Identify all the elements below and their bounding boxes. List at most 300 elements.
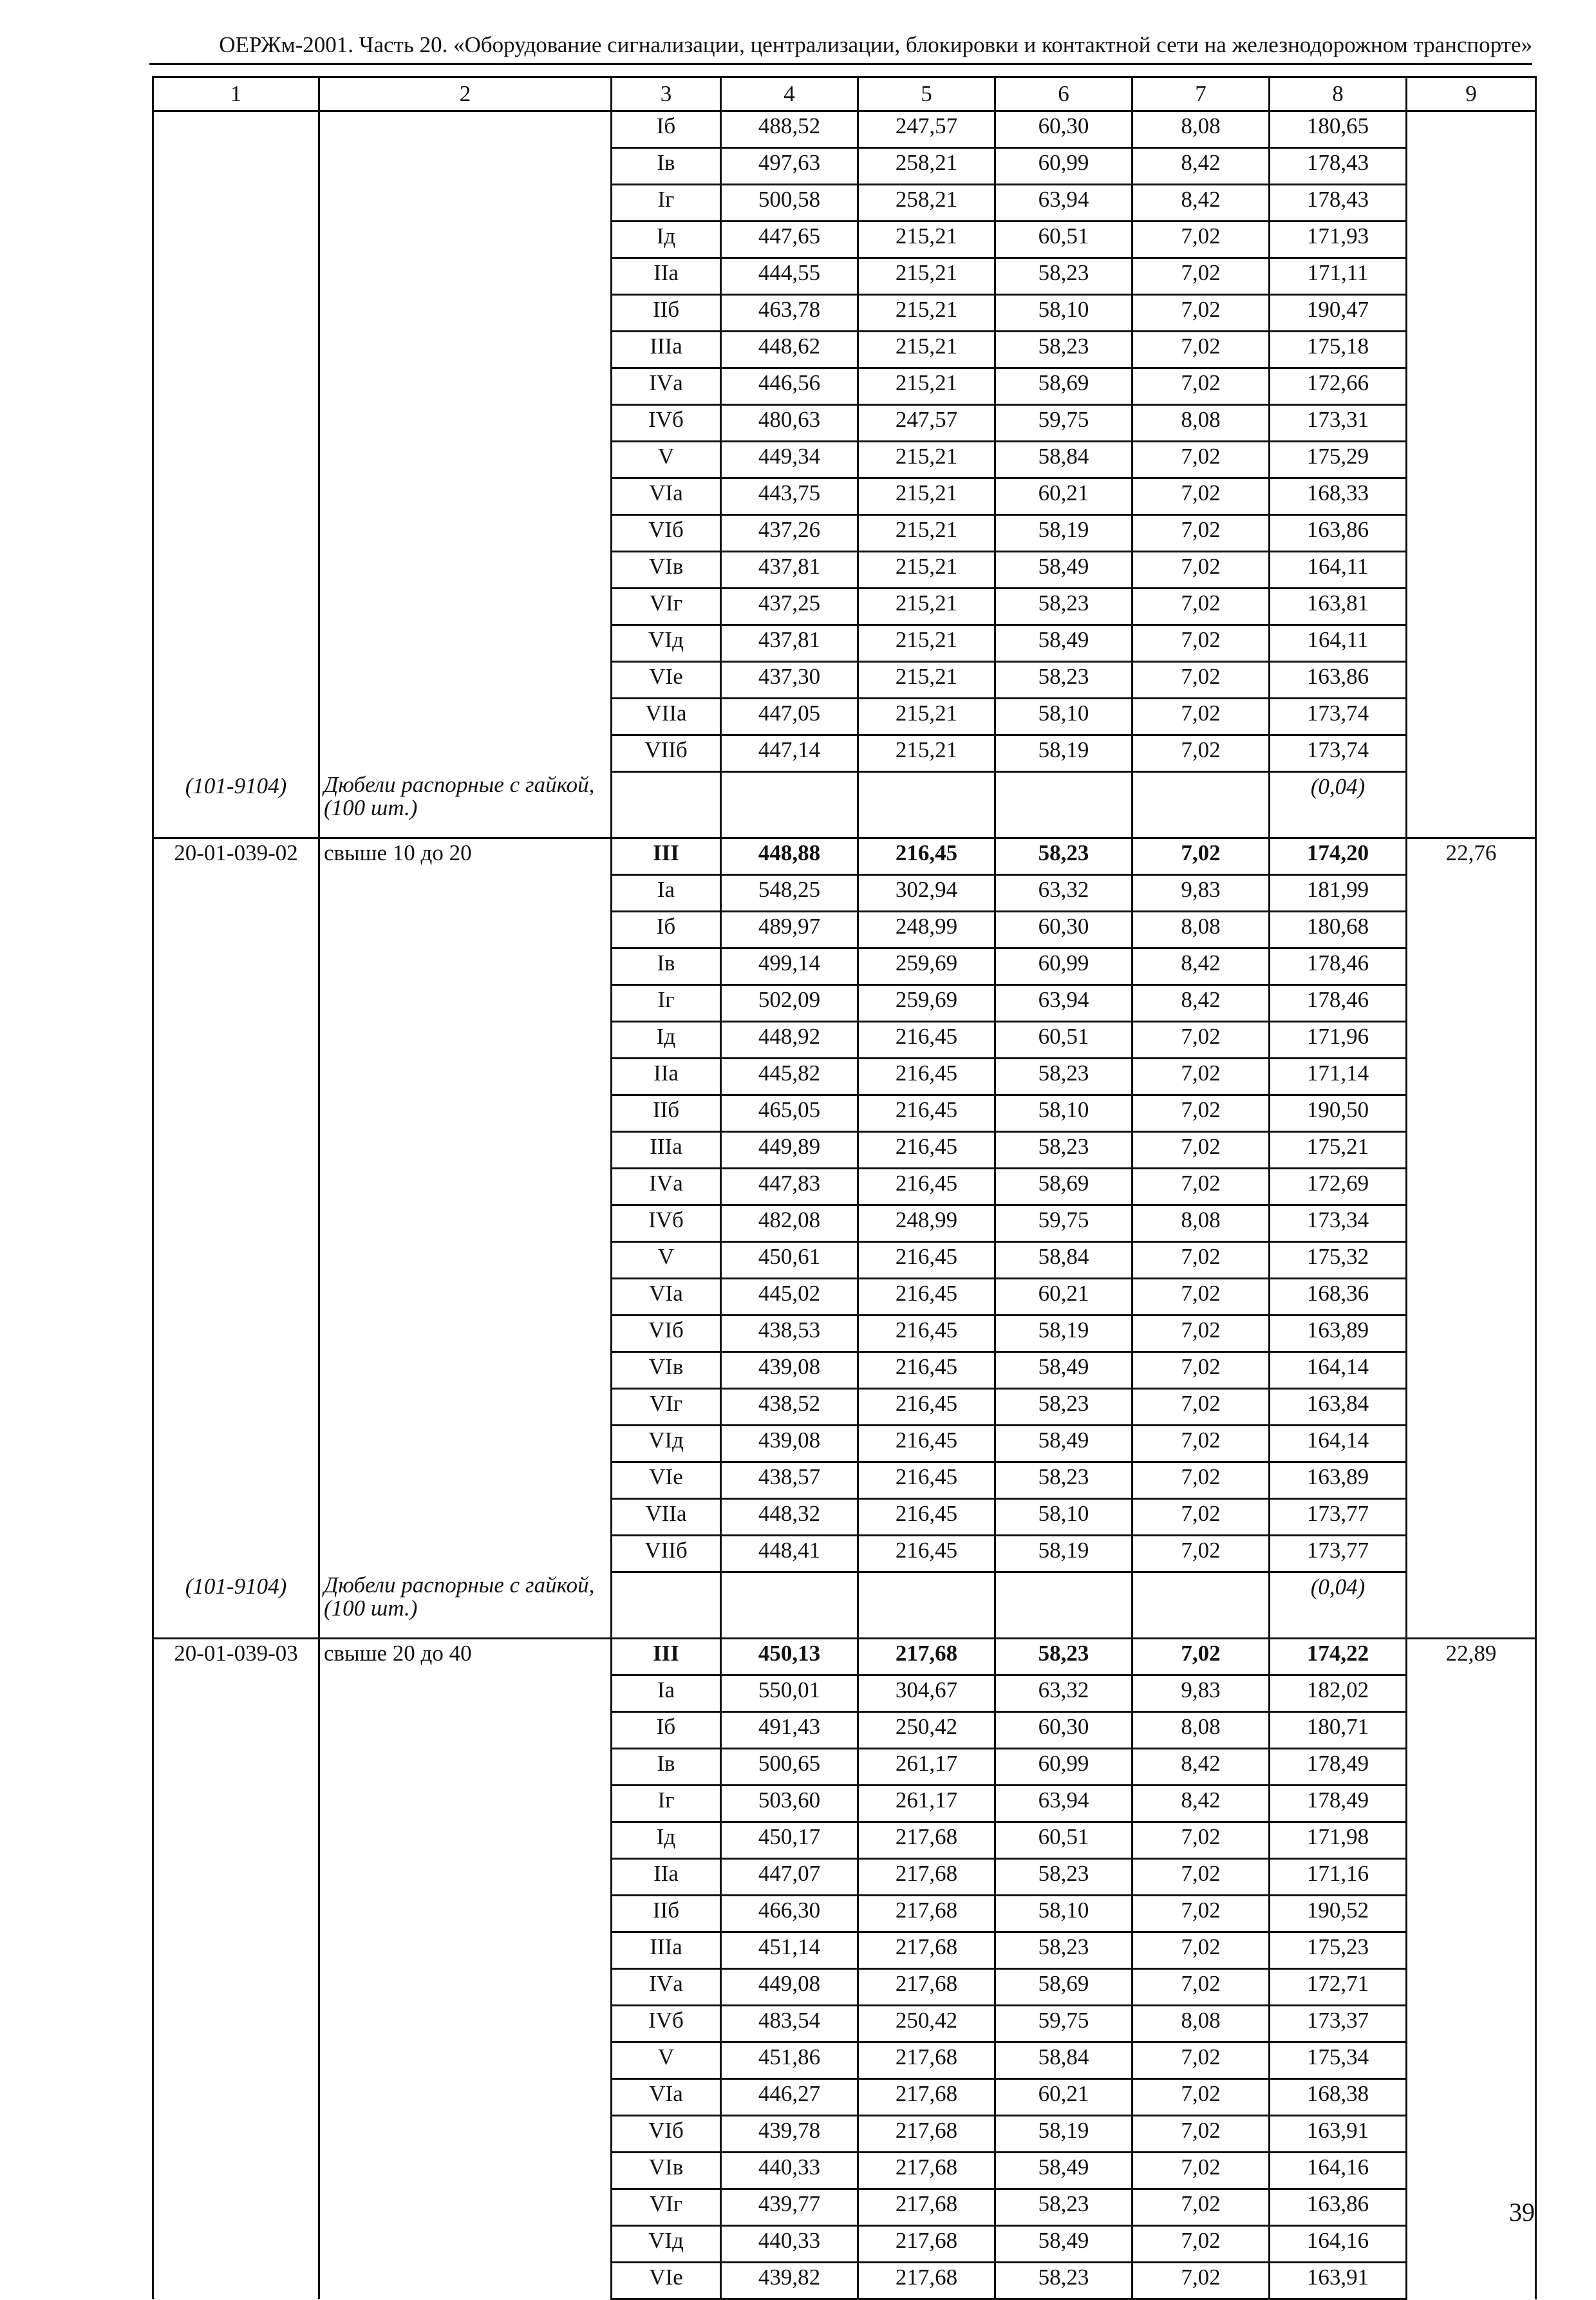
value-cell-c6: 58,19 [995,2116,1132,2153]
value-cell-c6: 58,49 [995,2153,1132,2189]
zone-cell: IIа [612,1059,721,1095]
rate-code-cell: 20-01-039-02 [153,838,319,1572]
rate-name-cell: свыше 10 до 20 [319,838,612,1572]
zone-cell: IIб [612,1095,721,1132]
value-cell-c4: 445,82 [721,1059,858,1095]
value-cell-c6: 58,23 [995,662,1132,699]
value-cell-c7: 8,08 [1132,2006,1270,2042]
value-cell-c5: 217,68 [858,1896,995,1932]
value-cell-c8: 163,91 [1270,2116,1407,2153]
zone-cell: IIа [612,1859,721,1896]
zone-cell: III [612,1639,721,1675]
value-cell-c5: 216,45 [858,1315,995,1352]
value-cell-c5: 261,17 [858,1749,995,1786]
col9-cell: 22,89 [1407,1639,1536,2299]
value-cell-c4: 437,30 [721,662,858,699]
value-cell-c5: 304,67 [858,1675,995,1712]
material-qty-cell: (0,04) [1270,772,1407,838]
value-cell-c4: 443,75 [721,478,858,515]
zone-cell: Iг [612,185,721,222]
value-cell-c4: 463,78 [721,295,858,332]
value-cell-c7: 7,02 [1132,1059,1270,1095]
value-cell-c8: 173,77 [1270,1499,1407,1536]
value-cell-c6: 63,32 [995,1675,1132,1712]
zone-cell: Iб [612,1712,721,1749]
value-cell-c8: 168,33 [1270,478,1407,515]
value-cell-c4: 550,01 [721,1675,858,1712]
value-cell-c6: 58,10 [995,1896,1132,1932]
value-cell-c4: 466,30 [721,1896,858,1932]
zone-cell: Iг [612,1786,721,1822]
value-cell-c7: 7,02 [1132,222,1270,258]
material-empty-cell [721,1572,858,1639]
value-cell-c8: 173,74 [1270,699,1407,735]
value-cell-c4: 438,53 [721,1315,858,1352]
value-cell-c5: 261,17 [858,1786,995,1822]
material-name-cell: Дюбели распорные с гайкой, (100 шт.) [319,772,612,838]
value-cell-c7: 7,02 [1132,1859,1270,1896]
zone-cell: V [612,2042,721,2079]
value-cell-c7: 7,02 [1132,515,1270,552]
value-cell-c4: 447,07 [721,1859,858,1896]
value-cell-c7: 7,02 [1132,2263,1270,2299]
value-cell-c7: 7,02 [1132,1639,1270,1675]
value-cell-c7: 7,02 [1132,1315,1270,1352]
zone-cell: IVа [612,1169,721,1205]
zone-cell: Iа [612,875,721,912]
zone-cell: IIб [612,295,721,332]
value-cell-c6: 58,23 [995,1059,1132,1095]
value-cell-c6: 58,19 [995,515,1132,552]
column-number-cell: 5 [858,77,995,111]
value-cell-c5: 217,68 [858,1639,995,1675]
value-cell-c4: 482,08 [721,1205,858,1242]
column-number-cell: 7 [1132,77,1270,111]
value-cell-c5: 215,21 [858,625,995,662]
value-cell-c4: 451,14 [721,1932,858,1969]
rate-code-cell: 20-01-039-03 [153,1639,319,2299]
value-cell-c8: 171,96 [1270,1022,1407,1059]
value-cell-c7: 7,02 [1132,735,1270,772]
value-cell-c5: 217,68 [858,2079,995,2116]
value-cell-c5: 215,21 [858,515,995,552]
value-cell-c5: 216,45 [858,1169,995,1205]
value-cell-c7: 7,02 [1132,1462,1270,1499]
value-cell-c4: 483,54 [721,2006,858,2042]
value-cell-c6: 58,23 [995,589,1132,625]
column-number-cell: 6 [995,77,1132,111]
value-cell-c5: 215,21 [858,552,995,589]
value-cell-c8: 171,14 [1270,1059,1407,1095]
col9-cell [1407,111,1536,838]
zone-cell: IVа [612,1969,721,2006]
rate-code-cell [153,111,319,772]
value-cell-c7: 7,02 [1132,2226,1270,2263]
value-cell-c6: 63,94 [995,985,1132,1022]
value-cell-c7: 7,02 [1132,1389,1270,1426]
value-cell-c6: 60,21 [995,2079,1132,2116]
value-cell-c4: 447,65 [721,222,858,258]
value-cell-c6: 60,30 [995,1712,1132,1749]
value-cell-c7: 7,02 [1132,552,1270,589]
value-cell-c8: 164,14 [1270,1426,1407,1462]
value-cell-c4: 439,78 [721,2116,858,2153]
value-cell-c6: 58,23 [995,838,1132,875]
value-cell-c7: 7,02 [1132,699,1270,735]
value-cell-c7: 8,08 [1132,111,1270,148]
zone-cell: IIIа [612,1132,721,1169]
value-cell-c5: 216,45 [858,1095,995,1132]
material-qty-cell: (0,04) [1270,1572,1407,1639]
value-cell-c8: 175,32 [1270,1242,1407,1279]
value-cell-c8: 178,43 [1270,148,1407,185]
zone-cell: IIа [612,258,721,295]
value-cell-c4: 439,82 [721,2263,858,2299]
value-cell-c8: 175,18 [1270,332,1407,368]
zone-cell: VIе [612,2263,721,2299]
value-cell-c4: 439,08 [721,1352,858,1389]
section-main-row [153,1639,1536,1675]
value-cell-c8: 190,47 [1270,295,1407,332]
value-cell-c6: 58,23 [995,332,1132,368]
value-cell-c8: 163,86 [1270,515,1407,552]
value-cell-c8: 175,34 [1270,2042,1407,2079]
value-cell-c4: 499,14 [721,948,858,985]
zone-cell: III [612,838,721,875]
value-cell-c7: 7,02 [1132,1499,1270,1536]
value-cell-c6: 60,51 [995,222,1132,258]
column-number-cell: 4 [721,77,858,111]
zone-cell: Iд [612,1022,721,1059]
column-number-cell: 3 [612,77,721,111]
value-cell-c6: 60,99 [995,148,1132,185]
value-cell-c4: 446,56 [721,368,858,405]
value-cell-c5: 247,57 [858,111,995,148]
value-cell-c8: 164,16 [1270,2153,1407,2189]
value-cell-c4: 438,52 [721,1389,858,1426]
value-cell-c4: 491,43 [721,1712,858,1749]
value-cell-c5: 302,94 [858,875,995,912]
value-cell-c8: 168,38 [1270,2079,1407,2116]
zone-cell: Iб [612,111,721,148]
zone-cell: VIв [612,552,721,589]
value-cell-c8: 171,16 [1270,1859,1407,1896]
value-cell-c6: 63,32 [995,875,1132,912]
value-cell-c8: 163,86 [1270,2189,1407,2226]
value-cell-c5: 217,68 [858,1932,995,1969]
value-cell-c8: 181,99 [1270,875,1407,912]
value-cell-c5: 215,21 [858,735,995,772]
value-cell-c6: 60,30 [995,912,1132,948]
value-cell-c8: 163,84 [1270,1389,1407,1426]
value-cell-c7: 7,02 [1132,442,1270,478]
value-cell-c8: 180,71 [1270,1712,1407,1749]
value-cell-c5: 216,45 [858,1499,995,1536]
value-cell-c5: 215,21 [858,295,995,332]
zone-cell: VIа [612,478,721,515]
zone-cell: VIIб [612,735,721,772]
value-cell-c4: 448,32 [721,1499,858,1536]
zone-cell: IVб [612,405,721,442]
zone-cell: VIа [612,1279,721,1315]
zone-cell: VIIб [612,1536,721,1572]
value-cell-c5: 217,68 [858,2116,995,2153]
value-cell-c8: 163,81 [1270,589,1407,625]
value-cell-c6: 60,21 [995,1279,1132,1315]
value-cell-c6: 60,30 [995,111,1132,148]
value-cell-c8: 163,91 [1270,2263,1407,2299]
value-cell-c4: 439,08 [721,1426,858,1462]
value-cell-c5: 217,68 [858,2153,995,2189]
value-cell-c4: 447,14 [721,735,858,772]
value-cell-c6: 58,69 [995,1969,1132,2006]
zone-cell: Iб [612,912,721,948]
value-cell-c4: 465,05 [721,1095,858,1132]
value-cell-c8: 180,65 [1270,111,1407,148]
value-cell-c6: 58,23 [995,1462,1132,1499]
column-number-cell: 2 [319,77,612,111]
value-cell-c6: 58,23 [995,1859,1132,1896]
value-cell-c5: 250,42 [858,1712,995,1749]
value-cell-c5: 215,21 [858,368,995,405]
value-cell-c4: 448,88 [721,838,858,875]
value-cell-c4: 439,77 [721,2189,858,2226]
material-empty-cell [721,772,858,838]
value-cell-c4: 446,27 [721,2079,858,2116]
value-cell-c5: 217,68 [858,1969,995,2006]
material-empty-cell [995,772,1132,838]
material-empty-cell [1132,1572,1270,1639]
value-cell-c6: 58,49 [995,1352,1132,1389]
value-cell-c4: 447,83 [721,1169,858,1205]
column-number-cell: 9 [1407,77,1536,111]
value-cell-c8: 174,20 [1270,838,1407,875]
value-cell-c5: 217,68 [858,2263,995,2299]
value-cell-c7: 7,02 [1132,2042,1270,2079]
zone-cell: VIд [612,1426,721,1462]
value-cell-c7: 8,42 [1132,148,1270,185]
value-cell-c7: 7,02 [1132,2116,1270,2153]
value-cell-c7: 7,02 [1132,838,1270,875]
value-cell-c8: 173,77 [1270,1536,1407,1572]
value-cell-c4: 448,41 [721,1536,858,1572]
value-cell-c8: 163,89 [1270,1315,1407,1352]
value-cell-c4: 444,55 [721,258,858,295]
value-cell-c6: 58,23 [995,1639,1132,1675]
value-cell-c4: 488,52 [721,111,858,148]
zone-row [153,111,1536,148]
value-cell-c8: 178,46 [1270,948,1407,985]
value-cell-c8: 164,11 [1270,552,1407,589]
zone-cell: VIIа [612,1499,721,1536]
material-empty-cell [612,1572,721,1639]
material-code-cell: (101-9104) [153,772,319,838]
zone-cell: Iа [612,1675,721,1712]
zone-cell: IVа [612,368,721,405]
value-cell-c4: 437,25 [721,589,858,625]
value-cell-c7: 7,02 [1132,1279,1270,1315]
zone-cell: Iд [612,1822,721,1859]
value-cell-c8: 164,11 [1270,625,1407,662]
value-cell-c8: 168,36 [1270,1279,1407,1315]
value-cell-c4: 437,81 [721,625,858,662]
rate-name-cell: свыше 20 до 40 [319,1639,612,2299]
value-cell-c5: 215,21 [858,589,995,625]
rates-table [152,76,1537,2300]
value-cell-c7: 8,42 [1132,985,1270,1022]
value-cell-c6: 58,23 [995,258,1132,295]
value-cell-c7: 7,02 [1132,1969,1270,2006]
value-cell-c8: 171,98 [1270,1822,1407,1859]
value-cell-c7: 7,02 [1132,295,1270,332]
value-cell-c4: 497,63 [721,148,858,185]
value-cell-c5: 217,68 [858,1859,995,1896]
section-main-row [153,838,1536,875]
zone-cell: Iв [612,1749,721,1786]
value-cell-c4: 448,92 [721,1022,858,1059]
value-cell-c8: 173,74 [1270,735,1407,772]
zone-cell: VIе [612,1462,721,1499]
value-cell-c6: 60,99 [995,1749,1132,1786]
zone-cell: VIб [612,1315,721,1352]
zone-cell: VIб [612,2116,721,2153]
value-cell-c5: 216,45 [858,1242,995,1279]
material-empty-cell [995,1572,1132,1639]
value-cell-c8: 173,37 [1270,2006,1407,2042]
value-cell-c4: 500,58 [721,185,858,222]
col9-cell: 22,76 [1407,838,1536,1639]
value-cell-c8: 172,69 [1270,1169,1407,1205]
value-cell-c7: 7,02 [1132,1132,1270,1169]
value-cell-c5: 216,45 [858,1426,995,1462]
value-cell-c4: 489,97 [721,912,858,948]
value-cell-c5: 215,21 [858,442,995,478]
rate-name-cell [319,111,612,772]
zone-cell: IIIа [612,1932,721,1969]
material-row [153,772,1536,838]
material-empty-cell [858,1572,995,1639]
value-cell-c8: 178,49 [1270,1786,1407,1822]
value-cell-c7: 7,02 [1132,1022,1270,1059]
value-cell-c5: 259,69 [858,985,995,1022]
value-cell-c6: 58,23 [995,1932,1132,1969]
value-cell-c4: 450,17 [721,1822,858,1859]
value-cell-c8: 171,11 [1270,258,1407,295]
value-cell-c5: 217,68 [858,2042,995,2079]
value-cell-c7: 7,02 [1132,332,1270,368]
value-cell-c7: 9,83 [1132,1675,1270,1712]
value-cell-c7: 7,02 [1132,2189,1270,2226]
value-cell-c7: 7,02 [1132,1095,1270,1132]
value-cell-c4: 440,33 [721,2226,858,2263]
value-cell-c5: 216,45 [858,1352,995,1389]
value-cell-c6: 63,94 [995,185,1132,222]
value-cell-c6: 63,94 [995,1786,1132,1822]
value-cell-c6: 58,10 [995,295,1132,332]
value-cell-c5: 258,21 [858,148,995,185]
value-cell-c4: 449,34 [721,442,858,478]
value-cell-c7: 8,42 [1132,948,1270,985]
value-cell-c7: 9,83 [1132,875,1270,912]
value-cell-c5: 217,68 [858,2189,995,2226]
value-cell-c4: 437,26 [721,515,858,552]
value-cell-c7: 7,02 [1132,2153,1270,2189]
column-number-row [153,77,1536,111]
value-cell-c8: 173,34 [1270,1205,1407,1242]
value-cell-c5: 215,21 [858,478,995,515]
value-cell-c7: 7,02 [1132,1536,1270,1572]
value-cell-c8: 190,52 [1270,1896,1407,1932]
value-cell-c4: 450,13 [721,1639,858,1675]
zone-cell: VIе [612,662,721,699]
column-number-cell: 1 [153,77,319,111]
value-cell-c5: 217,68 [858,2226,995,2263]
value-cell-c5: 216,45 [858,1059,995,1095]
value-cell-c5: 216,45 [858,1022,995,1059]
value-cell-c7: 7,02 [1132,1242,1270,1279]
value-cell-c4: 440,33 [721,2153,858,2189]
value-cell-c8: 175,29 [1270,442,1407,478]
value-cell-c6: 60,99 [995,948,1132,985]
zone-cell: VIа [612,2079,721,2116]
value-cell-c6: 58,49 [995,1426,1132,1462]
value-cell-c8: 171,93 [1270,222,1407,258]
value-cell-c6: 58,49 [995,625,1132,662]
value-cell-c4: 448,62 [721,332,858,368]
value-cell-c6: 59,75 [995,1205,1132,1242]
zone-cell: Iв [612,148,721,185]
value-cell-c6: 60,21 [995,478,1132,515]
value-cell-c8: 190,50 [1270,1095,1407,1132]
zone-cell: VIд [612,2226,721,2263]
value-cell-c7: 8,42 [1132,1749,1270,1786]
value-cell-c8: 172,66 [1270,368,1407,405]
value-cell-c5: 215,21 [858,258,995,295]
value-cell-c6: 58,84 [995,2042,1132,2079]
value-cell-c5: 247,57 [858,405,995,442]
value-cell-c6: 58,23 [995,2189,1132,2226]
value-cell-c5: 215,21 [858,662,995,699]
value-cell-c5: 248,99 [858,1205,995,1242]
value-cell-c7: 7,02 [1132,625,1270,662]
value-cell-c5: 258,21 [858,185,995,222]
value-cell-c5: 215,21 [858,332,995,368]
value-cell-c4: 480,63 [721,405,858,442]
value-cell-c6: 58,69 [995,1169,1132,1205]
zone-cell: Iв [612,948,721,985]
value-cell-c6: 58,23 [995,2263,1132,2299]
value-cell-c6: 58,19 [995,1315,1132,1352]
zone-cell: IIб [612,1896,721,1932]
value-cell-c6: 58,49 [995,552,1132,589]
material-empty-cell [1132,772,1270,838]
value-cell-c7: 8,08 [1132,405,1270,442]
value-cell-c6: 58,10 [995,1499,1132,1536]
material-empty-cell [858,772,995,838]
value-cell-c7: 7,02 [1132,478,1270,515]
value-cell-c4: 449,89 [721,1132,858,1169]
value-cell-c5: 259,69 [858,948,995,985]
zone-cell: VIв [612,2153,721,2189]
value-cell-c7: 7,02 [1132,368,1270,405]
zone-cell: VIб [612,515,721,552]
value-cell-c7: 8,42 [1132,185,1270,222]
zone-cell: IVб [612,1205,721,1242]
value-cell-c5: 217,68 [858,1822,995,1859]
zone-cell: V [612,442,721,478]
value-cell-c7: 8,08 [1132,1712,1270,1749]
material-row [153,1572,1536,1639]
